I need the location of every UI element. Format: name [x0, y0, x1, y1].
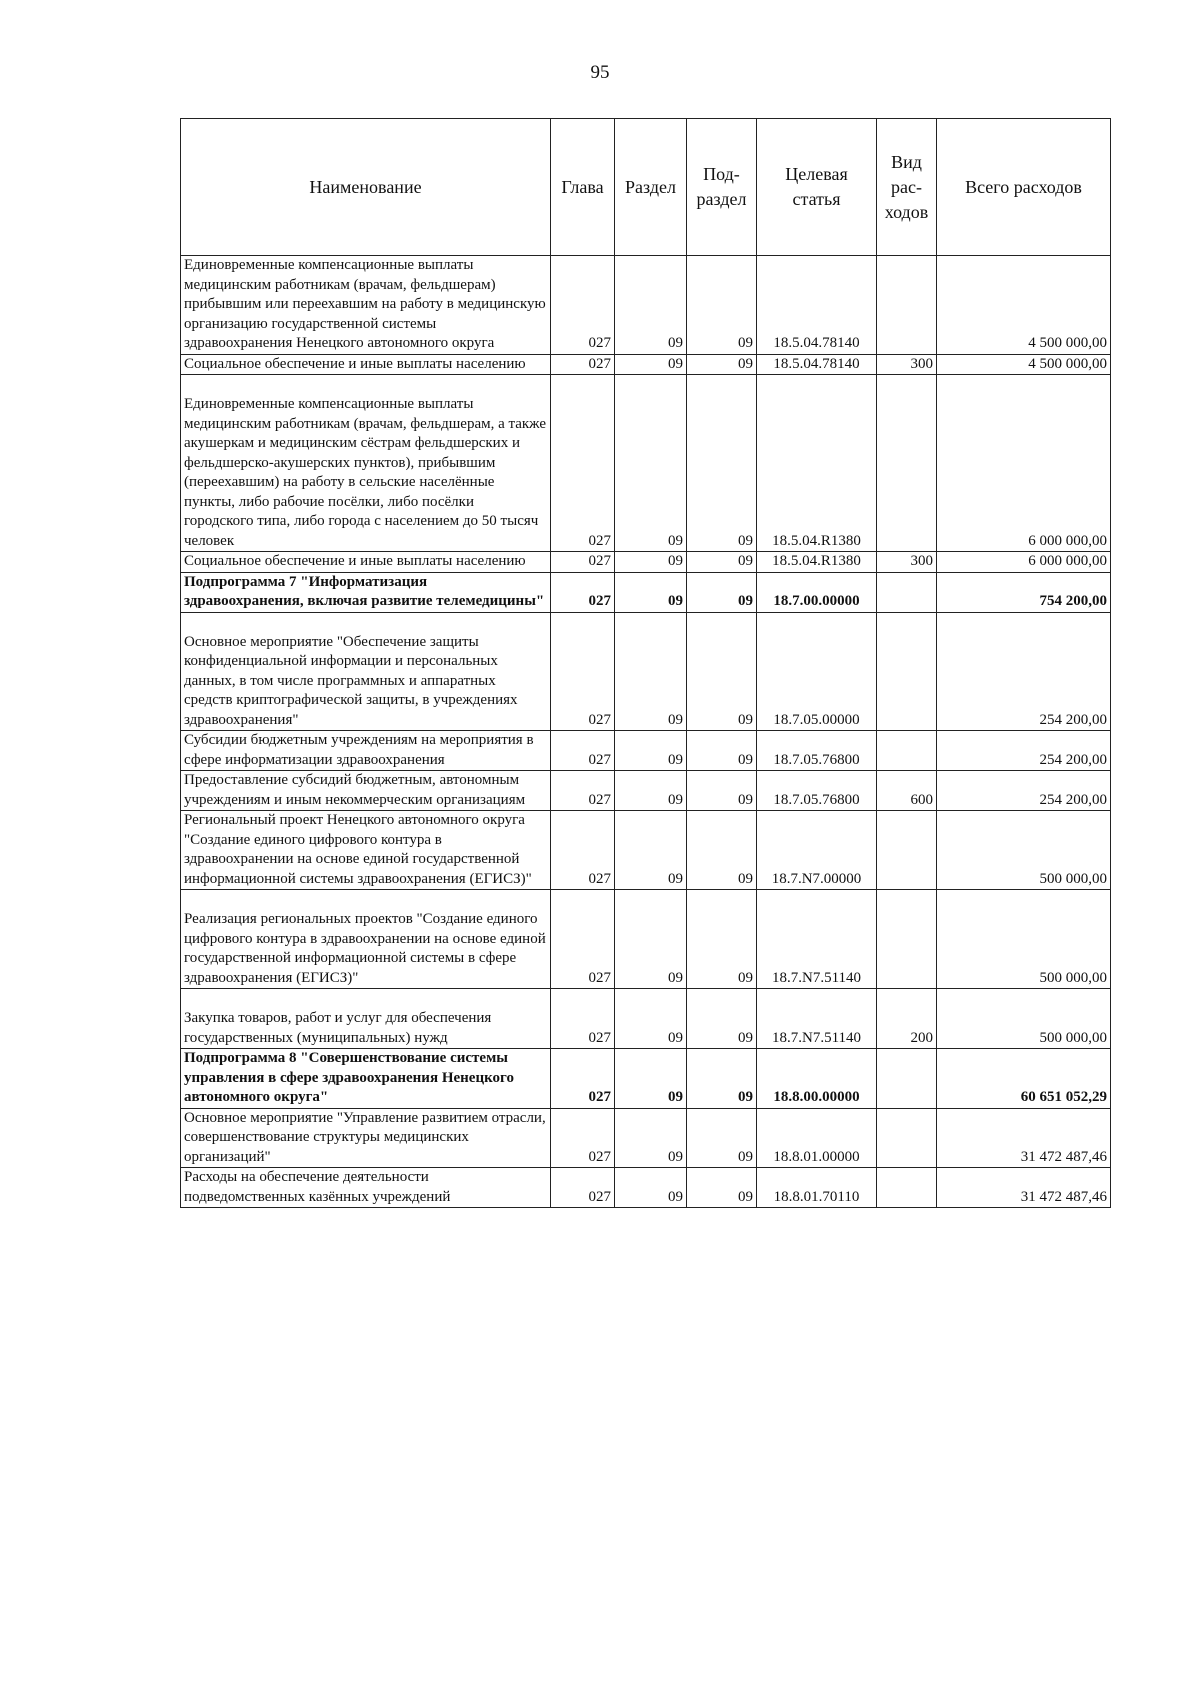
row-name: Основное мероприятие "Обеспечение защиты конфиденциальной информации и персональных данных, в том числе программных и аппаратных средств криптографической защиты, в учреждениях здравоохранения": [181, 612, 551, 731]
row-section: 09: [615, 256, 687, 355]
table-row: [181, 890, 1111, 989]
table-row: [181, 572, 1111, 612]
row-subsection: 09: [687, 552, 757, 573]
row-chapter: 027: [551, 1168, 615, 1208]
row-kind: [877, 612, 937, 731]
row-subsection: 09: [687, 989, 757, 1049]
row-chapter: 027: [551, 731, 615, 771]
row-total: 4 500 000,00: [937, 354, 1111, 375]
row-chapter: 027: [551, 612, 615, 731]
table-row: [181, 354, 1111, 375]
row-total: 31 472 487,46: [937, 1168, 1111, 1208]
row-name: Единовременные компенсационные выплаты медицинским работникам (врачам, фельдшерам) прибывшим или переехавшим на работу в медицинскую организацию государственной системы здравоохранения Ненецкого автономного округа: [181, 256, 551, 355]
row-section: 09: [615, 771, 687, 811]
row-total: 500 000,00: [937, 811, 1111, 890]
row-target: 18.7.00.00000: [757, 572, 877, 612]
table-row: [181, 375, 1111, 552]
row-target: 18.7.05.76800: [757, 731, 877, 771]
header-name: Наименование: [181, 119, 551, 256]
row-subsection: 09: [687, 1108, 757, 1168]
row-name: Единовременные компенсационные выплаты медицинским работникам (врачам, фельдшерам, а также акушеркам и медицинским сёстрам фельдшерских и фельдшерско-акушерских пунктов), прибывшим (переехавшим) на работу в сельские населённые пункты, либо рабочие посёлки, либо посёлки городского типа, либо города с населением до 50 тысяч человек: [181, 375, 551, 552]
row-name: Реализация региональных проектов "Создание единого цифрового контура в здравоохранении на основе единой государственной информационной системы в сфере здравоохранения (ЕГИСЗ)": [181, 890, 551, 989]
row-name: Социальное обеспечение и иные выплаты населению: [181, 552, 551, 573]
row-total: 254 200,00: [937, 612, 1111, 731]
row-chapter: 027: [551, 375, 615, 552]
row-section: 09: [615, 890, 687, 989]
row-total: 60 651 052,29: [937, 1049, 1111, 1109]
row-chapter: 027: [551, 989, 615, 1049]
header-chapter: Глава: [551, 119, 615, 256]
table-row: [181, 731, 1111, 771]
row-total: 254 200,00: [937, 771, 1111, 811]
row-kind: [877, 890, 937, 989]
row-target: 18.8.00.00000: [757, 1049, 877, 1109]
table-row: [181, 771, 1111, 811]
row-chapter: 027: [551, 552, 615, 573]
row-section: 09: [615, 612, 687, 731]
row-subsection: 09: [687, 612, 757, 731]
row-section: 09: [615, 572, 687, 612]
page-number: 95: [590, 62, 610, 83]
header-section: Раздел: [615, 119, 687, 256]
row-total: 31 472 487,46: [937, 1108, 1111, 1168]
row-kind: 300: [877, 552, 937, 573]
row-target: 18.7.N7.51140: [757, 890, 877, 989]
row-kind: 200: [877, 989, 937, 1049]
row-subsection: 09: [687, 1168, 757, 1208]
row-kind: [877, 1168, 937, 1208]
header-subsection: Под- раздел: [687, 119, 757, 256]
row-kind: [877, 731, 937, 771]
row-section: 09: [615, 811, 687, 890]
row-section: 09: [615, 552, 687, 573]
header-total: Всего расходов: [937, 119, 1111, 256]
row-kind: [877, 1108, 937, 1168]
row-name: Региональный проект Ненецкого автономного округа "Создание единого цифрового контура в здравоохранении на основе единой государственной информационной системы здравоохранения (ЕГИСЗ)": [181, 811, 551, 890]
row-total: 500 000,00: [937, 989, 1111, 1049]
row-subsection: 09: [687, 375, 757, 552]
row-name: Подпрограмма 8 "Совершенствование системы управления в сфере здравоохранения Ненецкого автономного округа": [181, 1049, 551, 1109]
row-target: 18.7.N7.51140: [757, 989, 877, 1049]
row-target: 18.5.04.78140: [757, 256, 877, 355]
row-section: 09: [615, 354, 687, 375]
row-subsection: 09: [687, 256, 757, 355]
row-subsection: 09: [687, 771, 757, 811]
row-name: Подпрограмма 7 "Информатизация здравоохранения, включая развитие телемедицины": [181, 572, 551, 612]
row-chapter: 027: [551, 811, 615, 890]
row-total: 6 000 000,00: [937, 375, 1111, 552]
table-row: [181, 989, 1111, 1049]
header-kind: Вид рас- ходов: [877, 119, 937, 256]
row-total: 6 000 000,00: [937, 552, 1111, 573]
row-target: 18.7.05.76800: [757, 771, 877, 811]
row-kind: 300: [877, 354, 937, 375]
row-kind: [877, 572, 937, 612]
row-kind: [877, 1049, 937, 1109]
table-row: [181, 552, 1111, 573]
row-target: 18.7.05.00000: [757, 612, 877, 731]
row-target: 18.8.01.70110: [757, 1168, 877, 1208]
table-row: [181, 1049, 1111, 1109]
row-section: 09: [615, 989, 687, 1049]
row-chapter: 027: [551, 256, 615, 355]
row-chapter: 027: [551, 354, 615, 375]
row-chapter: 027: [551, 890, 615, 989]
row-target: 18.7.N7.00000: [757, 811, 877, 890]
header-target: Целевая статья: [757, 119, 877, 256]
row-target: 18.5.04.78140: [757, 354, 877, 375]
table-row: [181, 256, 1111, 355]
row-kind: [877, 811, 937, 890]
row-chapter: 027: [551, 572, 615, 612]
row-chapter: 027: [551, 1108, 615, 1168]
row-name: Предоставление субсидий бюджетным, автономным учреждениям и иным некоммерческим организациям: [181, 771, 551, 811]
row-chapter: 027: [551, 1049, 615, 1109]
row-subsection: 09: [687, 1049, 757, 1109]
table-row: [181, 1108, 1111, 1168]
table-row: [181, 811, 1111, 890]
row-kind: [877, 375, 937, 552]
row-total: 4 500 000,00: [937, 256, 1111, 355]
row-section: 09: [615, 731, 687, 771]
table-row: [181, 1168, 1111, 1208]
row-subsection: 09: [687, 890, 757, 989]
row-subsection: 09: [687, 731, 757, 771]
row-total: 500 000,00: [937, 890, 1111, 989]
row-kind: [877, 256, 937, 355]
row-section: 09: [615, 1168, 687, 1208]
row-kind: 600: [877, 771, 937, 811]
row-section: 09: [615, 1108, 687, 1168]
row-name: Социальное обеспечение и иные выплаты населению: [181, 354, 551, 375]
table-row: [181, 612, 1111, 731]
row-section: 09: [615, 1049, 687, 1109]
row-name: Основное мероприятие "Управление развитием отрасли, совершенствование структуры медицинских организаций": [181, 1108, 551, 1168]
row-name: Расходы на обеспечение деятельности подведомственных казённых учреждений: [181, 1168, 551, 1208]
budget-table: [180, 118, 1111, 1208]
row-subsection: 09: [687, 354, 757, 375]
row-name: Закупка товаров, работ и услуг для обеспечения государственных (муниципальных) нужд: [181, 989, 551, 1049]
row-total: 254 200,00: [937, 731, 1111, 771]
row-total: 754 200,00: [937, 572, 1111, 612]
row-chapter: 027: [551, 771, 615, 811]
row-subsection: 09: [687, 811, 757, 890]
row-section: 09: [615, 375, 687, 552]
row-target: 18.8.01.00000: [757, 1108, 877, 1168]
row-subsection: 09: [687, 572, 757, 612]
row-target: 18.5.04.R1380: [757, 375, 877, 552]
table-header-row: [181, 119, 1111, 256]
row-target: 18.5.04.R1380: [757, 552, 877, 573]
row-name: Субсидии бюджетным учреждениям на мероприятия в сфере информатизации здравоохранения: [181, 731, 551, 771]
